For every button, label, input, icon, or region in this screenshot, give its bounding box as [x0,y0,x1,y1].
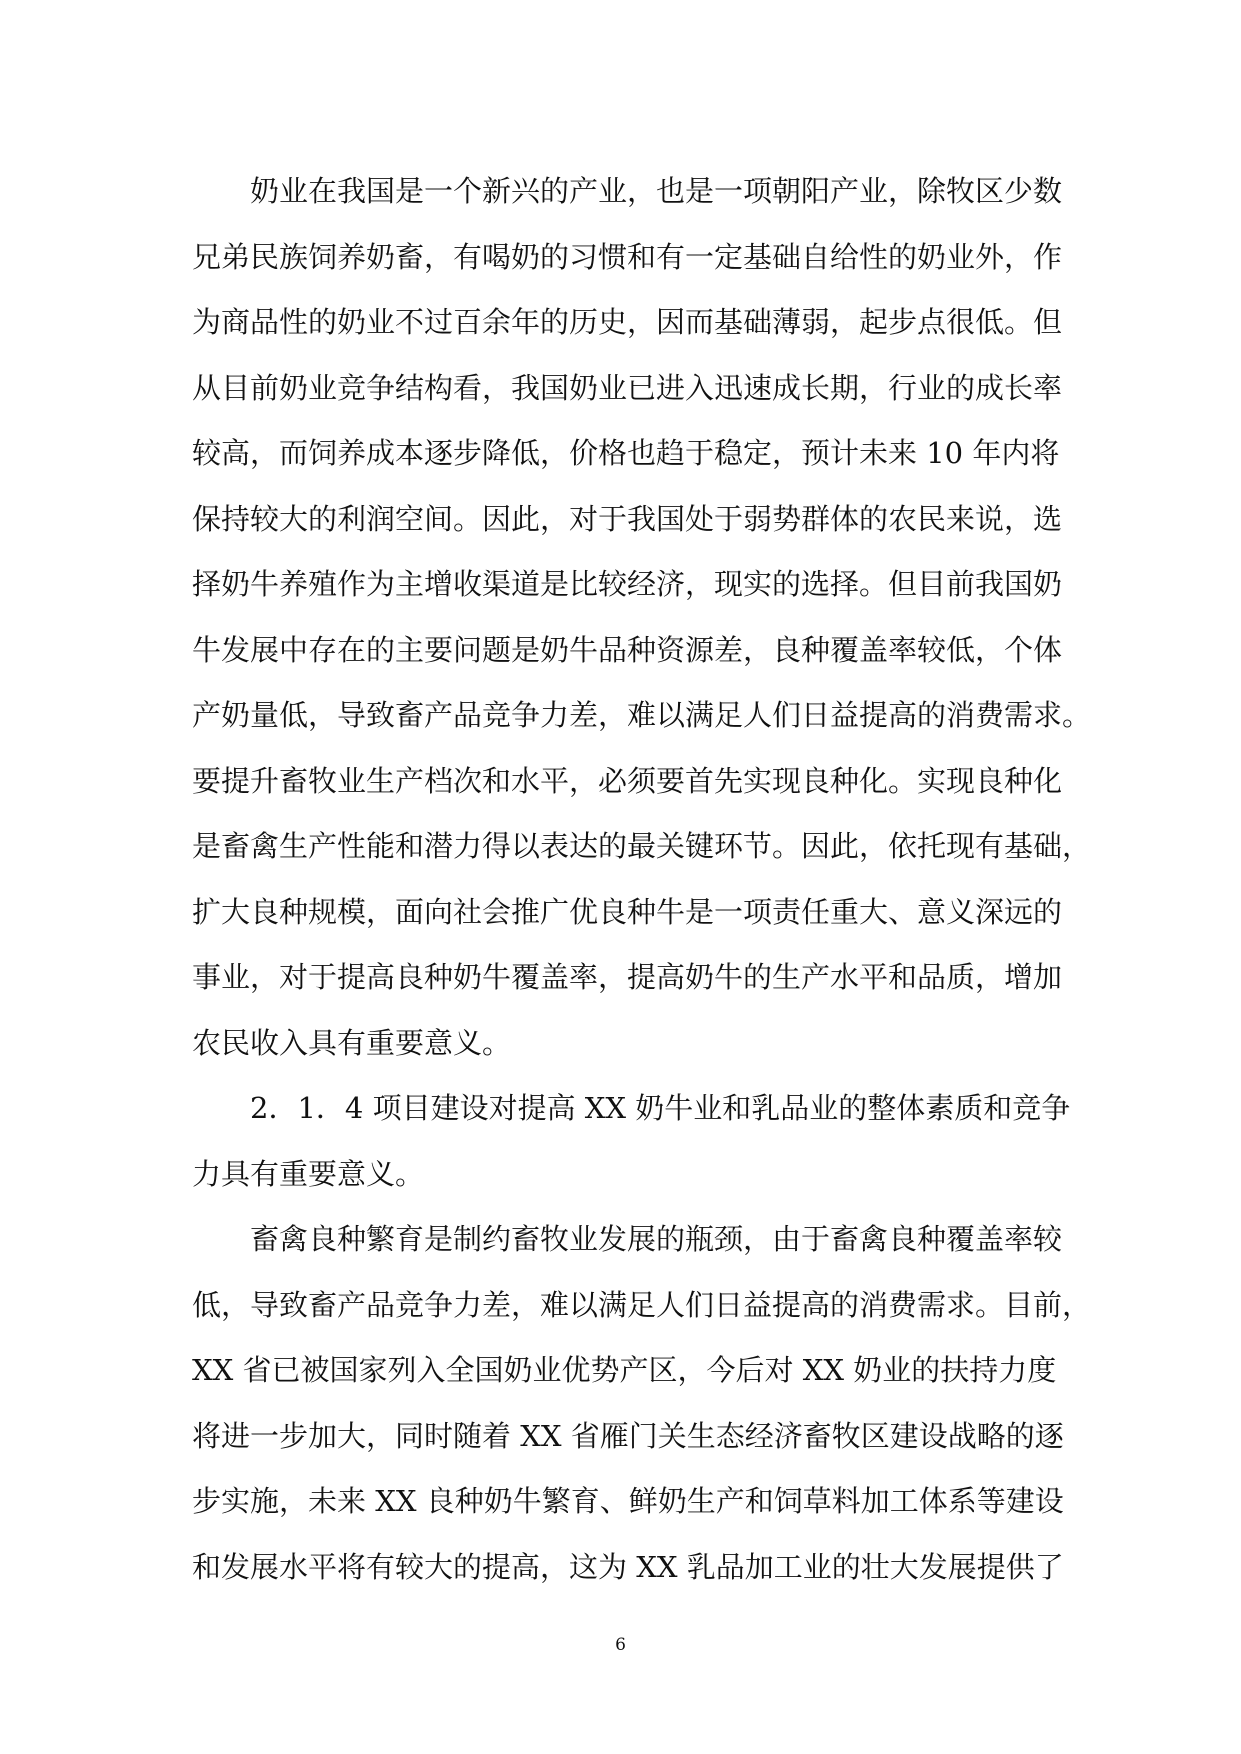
paragraph-line: 低，导致畜产品竞争力差，难以满足人们日益提高的消费需求。目前， [192,1287,1092,1322]
paragraph-line: 和发展水平将有较大的提高，这为 XX 乳品加工业的壮大发展提供了 [192,1549,1064,1584]
paragraph-line: 是畜禽生产性能和潜力得以表达的最关键环节。因此，依托现有基础， [192,829,1092,863]
paragraph-line: 步实施，未来 XX 良种奶牛繁育、鲜奶生产和饲草料加工体系等建设 [192,1484,1064,1518]
paragraph-line: 农民收入具有重要意义。 [192,1025,512,1060]
paragraph-line: 奶业在我国是一个新兴的产业，也是一项朝阳产业，除牧区少数 [250,174,1063,208]
paragraph-line: 产奶量低，导致畜产品竞争力差，难以满足人们日益提高的消费需求。 [192,698,1092,732]
paragraph-line: 保持较大的利润空间。因此，对于我国处于弱势群体的农民来说，选 [192,501,1063,536]
paragraph-line: 事业，对于提高良种奶牛覆盖率，提高奶牛的生产水平和品质，增加 [192,960,1063,994]
paragraph-line: 扩大良种规模，面向社会推广优良种牛是一项责任重大、意义深远的 [192,894,1063,929]
paragraph-line: 从目前奶业竞争结构看，我国奶业已进入迅速成长期，行业的成长率 [192,370,1063,405]
paragraph-line: XX 省已被国家列入全国奶业优势产区，今后对 XX 奶业的扶持力度 [192,1353,1057,1387]
paragraph-line: 畜禽良种繁育是制约畜牧业发展的瓶颈，由于畜禽良种覆盖率较 [250,1222,1063,1256]
paragraph-line: 较高，而饲养成本逐步降低，价格也趋于稳定，预计未来 10 年内将 [192,436,1060,470]
paragraph-line: 为商品性的奶业不过百余年的历史，因而基础薄弱，起步点很低。但 [192,305,1063,339]
page-number: 6 [615,1635,626,1655]
paragraph-line: 要提升畜牧业生产档次和水平，必须要首先实现良种化。实现良种化 [192,763,1063,798]
section-heading-line: 2．1．4 项目建设对提高 XX 奶牛业和乳品业的整体素质和竞争 [250,1091,1071,1125]
paragraph-line: 择奶牛养殖作为主增收渠道是比较经济，现实的选择。但目前我国奶 [192,567,1063,601]
paragraph-line: 牛发展中存在的主要问题是奶牛品种资源差，良种覆盖率较低，个体 [192,632,1063,667]
paragraph-line: 将进一步加大，同时随着 XX 省雁门关生态经济畜牧区建设战略的逐 [192,1418,1064,1453]
body-text [192,159,1092,1600]
section-heading-line: 力具有重要意义。 [192,1156,425,1191]
paragraph-line: 兄弟民族饲养奶畜，有喝奶的习惯和有一定基础自给性的奶业外，作 [192,239,1063,274]
